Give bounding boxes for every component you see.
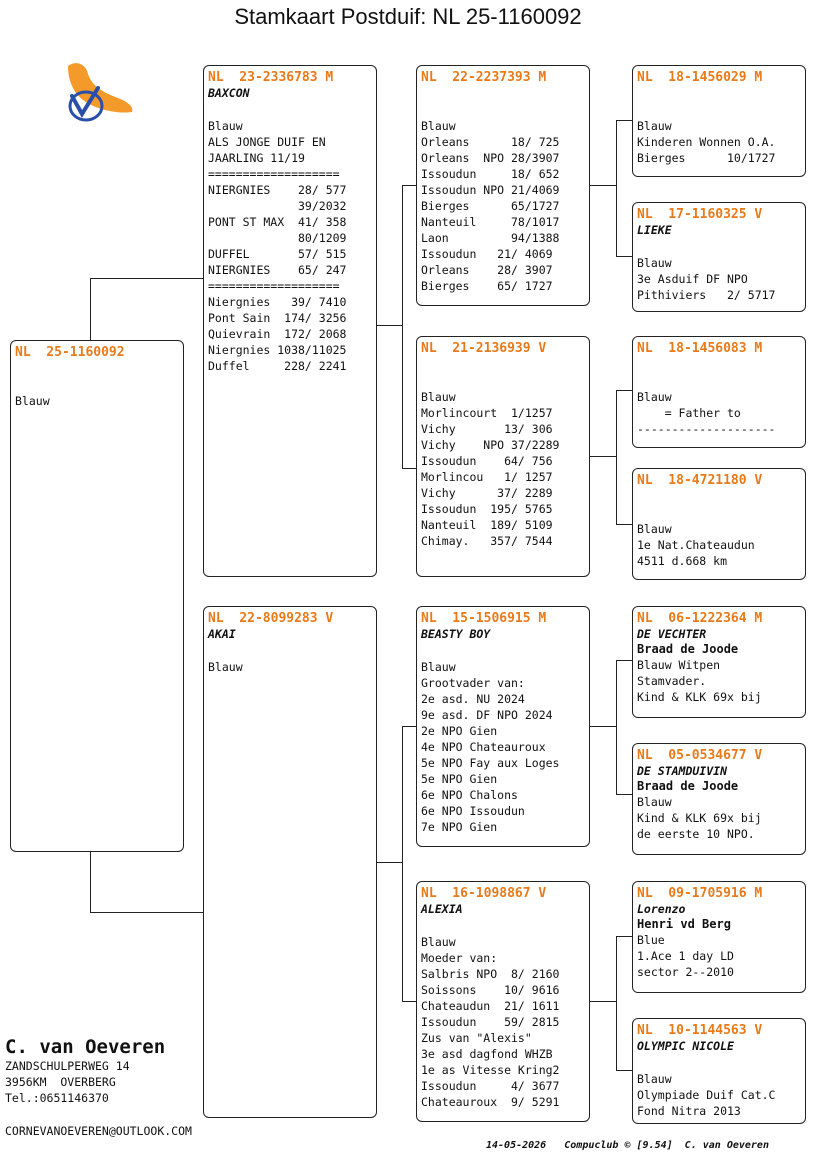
pigeon-info-line: 5e NPO Gien [421, 772, 498, 786]
pigeon-info-line: Blauw [637, 119, 672, 133]
connector-line [402, 1001, 416, 1002]
pigeon-info-line: Blauw [421, 119, 456, 133]
pigeon-info-line: Blauw [637, 522, 672, 536]
connector-line [616, 390, 617, 525]
pigeon-owner: Braad de Joode [637, 642, 739, 656]
connector-line [376, 862, 402, 863]
pigeon-info-line: Blauw [208, 660, 243, 674]
pigeon-info-line: Blauw [637, 795, 672, 809]
connector-line [90, 278, 203, 279]
ring-number: NL 18-1456083 M [637, 341, 763, 356]
pigeon-info-line: Nanteuil 78/1017 [421, 215, 560, 229]
pigeon-info-line: Orleans 28/ 3907 [421, 263, 553, 277]
connector-line [90, 851, 91, 912]
pigeon-info-line: Issoudun 64/ 756 [421, 454, 553, 468]
ring-number: NL 18-1456029 M [637, 70, 763, 85]
pigeon-info-line: Morlincourt 1/1257 [421, 406, 553, 420]
pigeon-card-ds-sire[interactable] [632, 606, 806, 718]
spacer [421, 641, 585, 659]
pigeon-info-line: Quievrain 172/ 2068 [208, 327, 347, 341]
pigeon-info-line: Grootvader van: [421, 676, 525, 690]
pigeon-info-line: 2e NPO Gien [421, 724, 498, 738]
pigeon-info-line: Issoudun NPO 21/4069 [421, 183, 560, 197]
pigeon-info-line: 5e NPO Fay aux Loges [421, 756, 560, 770]
connector-line [616, 524, 632, 525]
pigeon-card-sd-dam[interactable] [632, 468, 806, 580]
pigeon-info-line: Salbris NPO 8/ 2160 [421, 967, 560, 981]
connector-line [589, 1001, 616, 1002]
pigeon-info-line: 80/1209 [208, 231, 347, 245]
pigeon-info-line: Blauw [421, 935, 456, 949]
connector-line [402, 185, 416, 186]
ring-number: NL 17-1160325 V [637, 207, 763, 222]
pigeon-info-line: Vichy 13/ 306 [421, 422, 553, 436]
pigeon-card-sire[interactable] [203, 65, 377, 577]
breeder-email: CORNEVANOEVEREN@OUTLOOK.COM [5, 1124, 192, 1138]
pigeon-name: DE STAMDUIVIN [637, 764, 728, 778]
pigeon-info-line: Stamvader. [637, 674, 707, 688]
pigeon-info-line: Issoudun 59/ 2815 [421, 1015, 560, 1029]
pigeon-info-line: 39/2032 [208, 199, 347, 213]
pigeon-info-line: Blauw [637, 1072, 672, 1086]
pigeon-info-line: Issoudun 21/ 4069 [421, 247, 553, 261]
pigeon-info-line: -------------------- [637, 422, 776, 436]
pigeon-card-ss-dam[interactable] [632, 202, 806, 312]
pigeon-info-line: sector 2--2010 [637, 965, 734, 979]
pigeon-name: DE VECHTER [637, 627, 707, 641]
pigeon-card-sire-dam[interactable] [416, 336, 590, 577]
ring-number: NL 22-2237393 M [421, 70, 547, 85]
pigeon-info-line: Pont Sain 174/ 3256 [208, 311, 347, 325]
connector-line [616, 660, 632, 661]
pigeon-info-line: Niergnies 1038/11025 [208, 343, 347, 357]
pigeon-info-line: Issoudun 195/ 5765 [421, 502, 553, 516]
pigeon-info-line: Duffel 228/ 2241 [208, 359, 347, 373]
pigeon-info-line: Blauw Witpen [637, 658, 721, 672]
spacer [637, 86, 801, 118]
pigeon-info-line: Soissons 10/ 9616 [421, 983, 560, 997]
pigeon-info-line: DUFFEL 57/ 515 [208, 247, 347, 261]
pigeon-info-line: Blauw [421, 660, 456, 674]
pigeon-info-line: Blauw [421, 390, 456, 404]
connector-line [402, 185, 403, 469]
pigeon-owner: Braad de Joode [637, 779, 739, 793]
breeder-address-line: ZANDSCHULPERWEG 14 [5, 1059, 130, 1073]
ring-number: NL 16-1098867 V [421, 886, 547, 901]
pigeon-card-dam-dam[interactable] [416, 881, 590, 1122]
pigeon-name: ALEXIA [421, 902, 463, 916]
pigeon-info-line: 1e as Vitesse Kring2 [421, 1063, 560, 1077]
pigeon-name: BAXCON [208, 86, 250, 100]
pigeon-name: OLYMPIC NICOLE [637, 1039, 734, 1053]
connector-line [616, 660, 617, 795]
connector-line [616, 794, 632, 795]
pigeon-card-dd-sire[interactable] [632, 881, 806, 993]
pigeon-name: Lorenzo [637, 902, 686, 916]
pigeon-info-line: Pithiviers 2/ 5717 [637, 288, 776, 302]
pigeon-info-line: Vichy NPO 37/2289 [421, 438, 560, 452]
spacer [421, 357, 585, 389]
pigeon-info-line: Blauw [637, 256, 672, 270]
pigeon-info-line: Bierges 65/1727 [421, 199, 560, 213]
connector-line [402, 726, 416, 727]
pigeon-info-line: Bierges 10/1727 [637, 151, 776, 165]
breeder-block [5, 1036, 165, 1106]
pigeon-logo-icon [58, 58, 138, 128]
connector-line [589, 456, 616, 457]
ring-number: NL 10-1144563 V [637, 1023, 763, 1038]
pigeon-info-line: Issoudun 4/ 3677 [421, 1079, 560, 1093]
ring-number: NL 09-1705916 M [637, 886, 763, 901]
pigeon-info-line: Kinderen Wonnen O.A. [637, 135, 776, 149]
pigeon-info-line: 4e NPO Chateauroux [421, 740, 546, 754]
pigeon-info-line: 3e Asduif DF NPO [637, 272, 748, 286]
pigeon-info-line: = Father to [637, 406, 741, 420]
pigeon-info-line: Chimay. 357/ 7544 [421, 534, 553, 548]
pigeon-info-line: 1.Ace 1 day LD [637, 949, 734, 963]
pigeon-info-line: JAARLING 11/19 [208, 151, 305, 165]
pigeon-card-dam-sire[interactable] [416, 606, 590, 847]
pigeon-info-line: Kind & KLK 69x bij [637, 811, 762, 825]
pigeon-card-ss-sire[interactable] [632, 65, 806, 177]
connector-line [402, 468, 416, 469]
pigeon-info-line: 3e asd dagfond WHZB [421, 1047, 553, 1061]
pigeon-info-line: PONT ST MAX 41/ 358 [208, 215, 347, 229]
pigeon-name: BEASTY BOY [421, 627, 491, 641]
ring-number: NL 15-1506915 M [421, 611, 547, 626]
ring-number: NL 23-2336783 M [208, 70, 334, 85]
pigeon-info-line: Vichy 37/ 2289 [421, 486, 553, 500]
pigeon-info-line: Chateauroux 9/ 5291 [421, 1095, 560, 1109]
pigeon-card-ds-dam[interactable] [632, 743, 806, 855]
pigeon-info-line: Nanteuil 189/ 5109 [421, 518, 553, 532]
spacer [15, 361, 179, 393]
pigeon-info-line: 9e asd. DF NPO 2024 [421, 708, 553, 722]
page-title: Stamkaart Postduif: NL 25-1160092 [234, 4, 582, 29]
pigeon-card-dd-dam[interactable] [632, 1018, 806, 1124]
pigeon-info-line: Moeder van: [421, 951, 498, 965]
spacer [637, 1053, 801, 1071]
pigeon-info-line: 2e asd. NU 2024 [421, 692, 525, 706]
connector-line [402, 726, 403, 1002]
connector-line [376, 325, 402, 326]
pigeon-info-line: Blauw [208, 119, 243, 133]
pigeon-info-line: Niergnies 39/ 7410 [208, 295, 347, 309]
pigeon-owner: Henri vd Berg [637, 917, 731, 931]
pigeon-info-line: Blauw [15, 394, 50, 408]
pigeon-info-line: 6e NPO Issoudun [421, 804, 525, 818]
pigeon-name: LIEKE [637, 223, 672, 237]
pigeon-info-line: Olympiade Duif Cat.C [637, 1088, 776, 1102]
pigeon-info-line: ALS JONGE DUIF EN [208, 135, 326, 149]
connector-line [616, 936, 617, 1071]
breeder-name: C. van Oeveren [5, 1036, 166, 1058]
pigeon-info-line: Blue [637, 933, 665, 947]
connector-line [90, 912, 203, 913]
connector-line [616, 256, 632, 257]
pigeon-info-line: Bierges 65/ 1727 [421, 279, 553, 293]
pigeon-info-line: Blauw [637, 390, 672, 404]
ring-number: NL 25-1160092 [15, 345, 125, 360]
spacer [637, 237, 801, 255]
connector-line [589, 185, 616, 186]
connector-line [616, 120, 632, 121]
pigeon-info-line: de eerste 10 NPO. [637, 827, 755, 841]
pigeon-info-line: Issoudun 18/ 652 [421, 167, 560, 181]
pigeon-name: AKAI [208, 627, 236, 641]
pigeon-info-line: Orleans 18/ 725 [421, 135, 560, 149]
connector-line [616, 120, 617, 257]
pigeon-info-line: NIERGNIES 28/ 577 [208, 183, 347, 197]
spacer [637, 357, 801, 389]
pigeon-info-line: =================== [208, 279, 340, 293]
ring-number: NL 05-0534677 V [637, 748, 763, 763]
pigeon-info-line: Fond Nitra 2013 [637, 1104, 741, 1118]
connector-line [616, 1070, 632, 1071]
pigeon-info-line: Chateaudun 21/ 1611 [421, 999, 560, 1013]
pigeon-info-line: Zus van "Alexis" [421, 1031, 532, 1045]
pigeon-info-line: 6e NPO Chalons [421, 788, 518, 802]
pigeon-info-line: Orleans NPO 28/3907 [421, 151, 560, 165]
pigeon-info-line: 7e NPO Gien [421, 820, 498, 834]
breeder-address-line: 3956KM OVERBERG [5, 1075, 116, 1089]
connector-line [616, 390, 632, 391]
connector-line [589, 726, 616, 727]
pigeon-info-line: =================== [208, 167, 340, 181]
pigeon-card-sire-sire[interactable] [416, 65, 590, 306]
footer-credit: 14-05-2026 Compuclub © [9.54] C. van Oeveren [486, 1140, 769, 1151]
pigeon-info-line: Laon 94/1388 [421, 231, 560, 245]
breeder-phone: Tel.:0651146370 [5, 1091, 109, 1105]
pigeon-card-subject[interactable] [10, 340, 184, 852]
connector-line [90, 278, 91, 340]
pigeon-card-dam[interactable] [203, 606, 377, 1118]
spacer [208, 641, 372, 659]
spacer [421, 916, 585, 934]
ring-number: NL 22-8099283 V [208, 611, 334, 626]
ring-number: NL 21-2136939 V [421, 341, 547, 356]
ring-number: NL 06-1222364 M [637, 611, 763, 626]
spacer [637, 489, 801, 521]
spacer [421, 86, 585, 118]
spacer [208, 100, 372, 118]
connector-line [616, 936, 632, 937]
pigeon-info-line: 1e Nat.Chateaudun [637, 538, 755, 552]
pigeon-info-line: Morlincou 1/ 1257 [421, 470, 553, 484]
ring-number: NL 18-4721180 V [637, 473, 763, 488]
pigeon-card-sd-sire[interactable] [632, 336, 806, 448]
pigeon-info-line: 4511 d.668 km [637, 554, 728, 568]
pigeon-info-line: Kind & KLK 69x bij [637, 690, 762, 704]
pigeon-info-line: NIERGNIES 65/ 247 [208, 263, 347, 277]
